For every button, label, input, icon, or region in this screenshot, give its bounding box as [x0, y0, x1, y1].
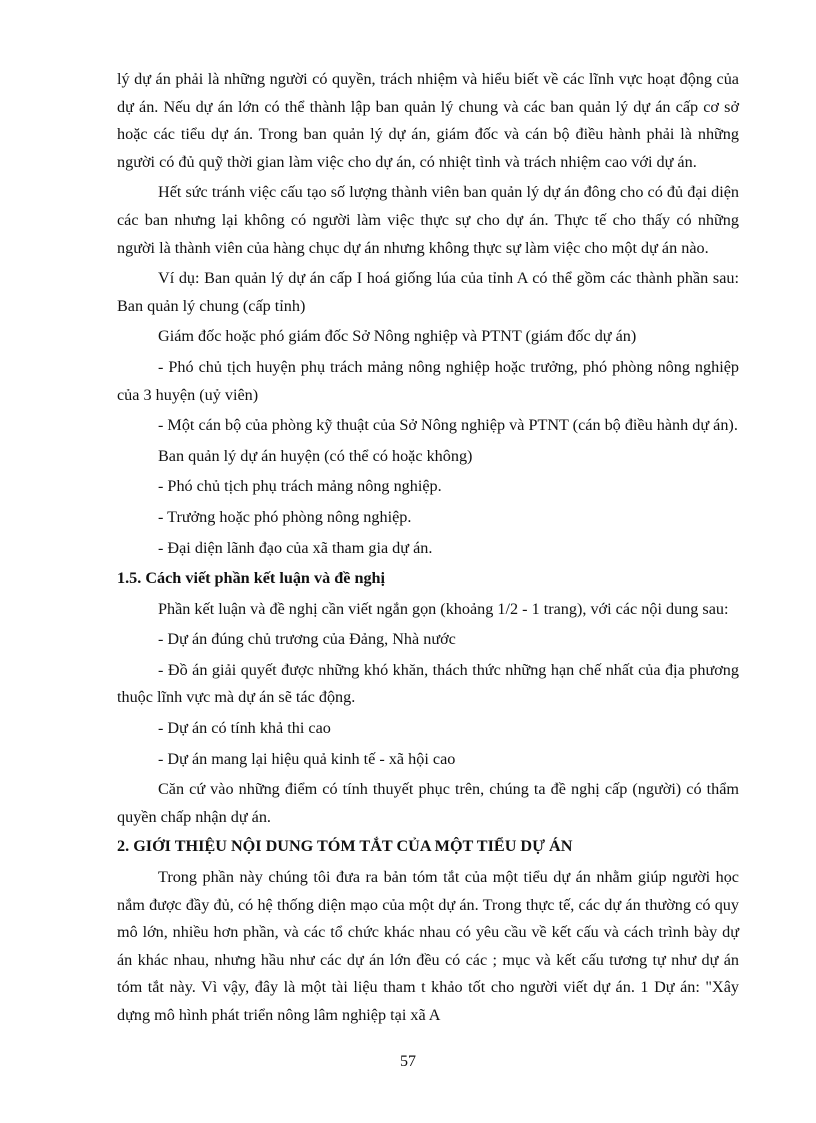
paragraph-recommendation: Căn cứ vào những điểm có tính thuyết phục trên, chúng ta đề nghị cấp (người) có thẩm quyền chấp nhận dự án.	[117, 780, 739, 826]
list-item-policy: - Dự án đúng chủ trương của Đảng, Nhà nước	[158, 630, 456, 649]
paragraph-example-board: Ví dụ: Ban quản lý dự án cấp I hoá giống lúa của tỉnh A có thể gồm các thành phần sau: Ban quản lý chung (cấp tỉnh)	[117, 269, 739, 315]
paragraph-conclusion-intro: Phần kết luận và đề nghị cần viết ngắn gọn (khoảng 1/2 - 1 trang), với các nội dung sau:	[158, 599, 729, 618]
list-item-district-vice-chairman: - Phó chủ tịch phụ trách mảng nông nghiệp.	[158, 477, 442, 496]
paragraph-summary-intro: Trong phần này chúng tôi đưa ra bản tóm tắt của một tiểu dự án nhằm giúp người học nắm được đầy đủ, có hệ thống diện mạo của một dự án. Trong thực tế, các dự án thường có quy mô lớn, nhiều hơn phần, và các tổ chức khác nhau có yêu cầu về kết cấu và cách trình bày dự án khác nhau, nhưng hầu như các dự án lớn đều có các ; mục và kết cấu tương tự như dự án tóm tắt này. Vì vậy, đây là một tài liệu tham t khảo tốt cho người viết dự án. 1 Dự án: "Xây dựng mô hình phát triển nông lâm nghiệp tại xã A	[117, 868, 739, 1024]
list-item-efficiency: - Dự án mang lại hiệu quả kinh tế - xã hội cao	[158, 749, 456, 768]
page-content	[117, 66, 739, 1030]
section-heading-conclusion: 1.5. Cách viết phần kết luận và đề nghị	[117, 569, 386, 588]
list-item-department-head: - Trưởng hoặc phó phòng nông nghiệp.	[158, 507, 412, 526]
paragraph-district-board: Ban quản lý dự án huyện (có thể có hoặc không)	[158, 446, 473, 465]
paragraph-avoid-large-board: Hết sức tránh việc cấu tạo số lượng thành viên ban quản lý dự án đông cho có đủ đại diện các ban nhưng lại không có người làm việc thực sự cho dự án. Thực tế cho thấy có những người là thành viên của hàng chục dự án nhưng không thực sự làm việc cho một dự án nào.	[117, 183, 739, 257]
section-heading-summary: 2. GIỚI THIỆU NỘI DUNG TÓM TẮT CỦA MỘT TIỂU DỰ ÁN	[117, 837, 573, 856]
list-item-solves-difficulties: - Đồ án giải quyết được những khó khăn, thách thức những hạn chế nhất của địa phương thuộc lĩnh vực mà dự án sẽ tác động.	[117, 660, 739, 707]
page-number: 57	[400, 1053, 416, 1070]
list-item-commune-leader: - Đại diện lãnh đạo của xã tham gia dự án.	[158, 538, 433, 557]
paragraph-management-board-members: lý dự án phải là những người có quyền, trách nhiệm và hiểu biết về các lĩnh vực hoạt động của dự án. Nếu dự án lớn có thể thành lập ban quản lý chung và các ban quản lý dự án cấp cơ sở hoặc các tiểu dự án. Trong ban quản lý dự án, giám đốc và cán bộ điều hành phải là những người có đủ quỹ thời gian làm việc cho dự án, có nhiệt tình và trách nhiệm cao với dự án.	[117, 70, 739, 171]
list-item-technical-officer: - Một cán bộ của phòng kỹ thuật của Sở Nông nghiệp và PTNT (cán bộ điều hành dự án).	[158, 416, 738, 435]
list-item-vice-chairman: - Phó chủ tịch huyện phụ trách mảng nông nghiệp hoặc trưởng, phó phòng nông nghiệp của 3 huyện (uỷ viên)	[117, 357, 739, 404]
list-item-director: Giám đốc hoặc phó giám đốc Sở Nông nghiệp và PTNT (giám đốc dự án)	[158, 327, 637, 346]
list-item-feasibility: - Dự án có tính khả thi cao	[158, 719, 331, 738]
